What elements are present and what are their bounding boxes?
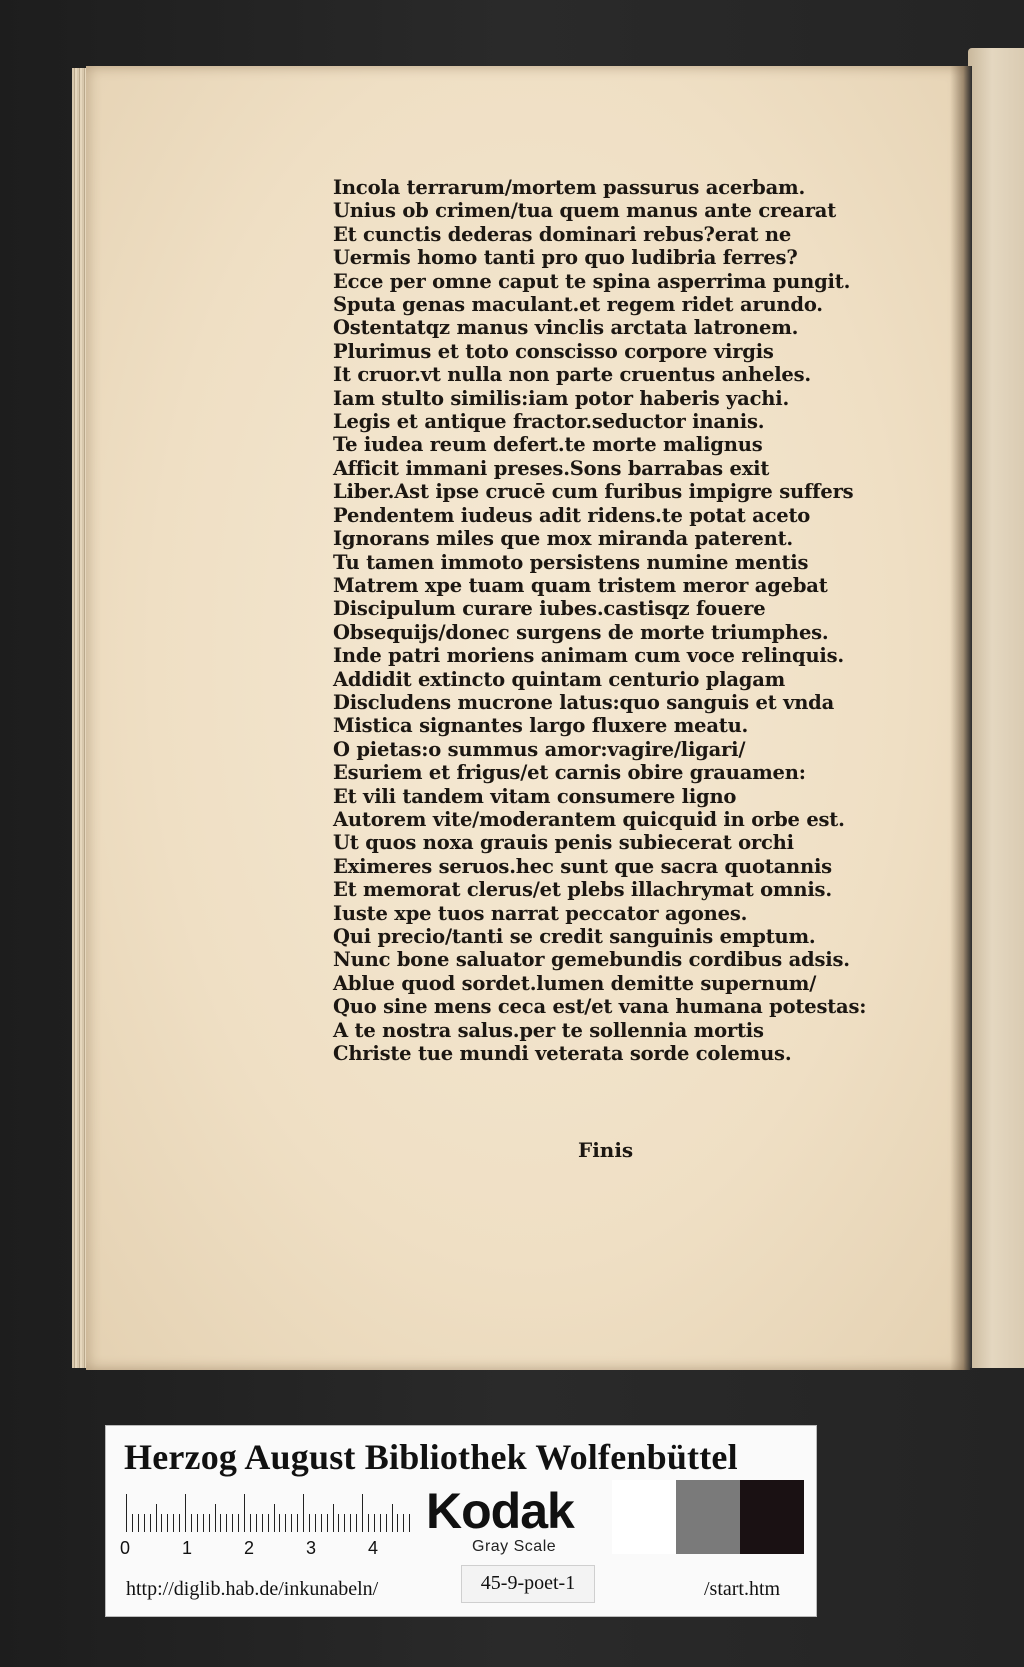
- verse-line: Mistica signantes largo fluxere meatu.: [333, 714, 749, 738]
- adjacent-page-edge: [968, 48, 1024, 1368]
- ruler-tick: [203, 1514, 204, 1532]
- ruler-tick: [244, 1494, 245, 1532]
- ruler-tick: [333, 1504, 334, 1532]
- ruler-tick: [374, 1514, 375, 1532]
- ruler-tick: [380, 1514, 381, 1532]
- ruler-number: 4: [368, 1538, 379, 1558]
- verse-line: Addidit extincto quintam centurio plagam: [333, 667, 786, 691]
- ruler-tick: [356, 1514, 357, 1532]
- verse-line: Et cunctis dederas dominari rebus?erat ne: [333, 222, 792, 246]
- ruler-tick: [279, 1514, 280, 1532]
- ruler-tick: [362, 1494, 363, 1532]
- verse-line: Unius ob crimen/tua quem manus ante crearat: [333, 199, 837, 223]
- verse-line: Uermis homo tanti pro quo ludibria ferres?: [333, 246, 798, 270]
- kodak-logo: Kodak: [426, 1483, 574, 1539]
- ruler-tick: [126, 1494, 127, 1532]
- ruler-tick: [268, 1514, 269, 1532]
- ruler-number: 2: [244, 1538, 255, 1558]
- ruler-tick: [156, 1504, 157, 1532]
- verse-line: Incola terrarum/mortem passurus acerbam.: [333, 176, 806, 199]
- verse-line: Et memorat clerus/et plebs illachrymat omnis.: [333, 878, 832, 902]
- ruler-tick: [150, 1514, 151, 1532]
- color-target-card: [106, 1426, 816, 1616]
- page-gutter: [950, 66, 972, 1370]
- ruler-tick: [297, 1514, 298, 1532]
- gray-patch: [676, 1480, 740, 1554]
- verse-line: Matrem xpe tuam quam tristem meror agebat: [333, 573, 828, 597]
- ruler-tick: [250, 1514, 251, 1532]
- ruler-tick: [392, 1504, 393, 1532]
- ruler-tick: [238, 1514, 239, 1532]
- ruler-tick: [309, 1514, 310, 1532]
- ruler-tick: [368, 1514, 369, 1532]
- ruler-tick: [144, 1514, 145, 1532]
- verse-line: Discludens mucrone latus:quo sanguis et vnda: [333, 690, 835, 714]
- ruler-tick: [397, 1514, 398, 1532]
- verse-line: Liber.Ast ipse crucē cum furibus impigre suffers: [333, 480, 854, 504]
- library-name: Herzog August Bibliothek Wolfenbüttel: [124, 1437, 738, 1477]
- white-patch: [612, 1480, 676, 1554]
- shelfmark: 45-9-poet-1: [480, 1572, 576, 1594]
- ruler-tick: [338, 1514, 339, 1532]
- verse-line: Inde patri moriens animam cum voce relinquis.: [333, 644, 844, 668]
- ruler-tick: [167, 1514, 168, 1532]
- verse-line: Obsequijs/donec surgens de morte triumphes.: [333, 620, 829, 644]
- ruler-tick: [321, 1514, 322, 1532]
- ruler-tick: [220, 1514, 221, 1532]
- ruler-tick: [138, 1514, 139, 1532]
- verse-line: Autorem vite/moderantem quicquid in orbe est.: [333, 807, 845, 831]
- verse-line: Iuste xpe tuos narrat peccator agones.: [333, 901, 748, 925]
- ruler-tick: [132, 1514, 133, 1532]
- verse-line: Sputa genas maculant.et regem ridet arundo.: [333, 293, 823, 317]
- verse-line: Plurimus et toto conscisso corpore virgis: [333, 339, 774, 363]
- verse-line: Te iudea reum defert.te morte malignus: [333, 433, 763, 457]
- ruler-tick: [291, 1514, 292, 1532]
- verse-line: Quo sine mens ceca est/et vana humana potestas:: [333, 995, 867, 1019]
- verse-line: Pendentem iudeus adit ridens.te potat aceto: [333, 503, 811, 527]
- measure-ruler: [126, 1492, 414, 1532]
- ruler-tick: [315, 1514, 316, 1532]
- finis-label: Finis: [578, 1138, 634, 1162]
- ruler-tick: [350, 1514, 351, 1532]
- ruler-number: 0: [120, 1538, 131, 1558]
- ruler-tick: [215, 1504, 216, 1532]
- ruler-tick: [226, 1514, 227, 1532]
- verse-line: Afficit immani preses.Sons barrabas exit: [333, 456, 770, 480]
- start-url: /start.htm: [704, 1578, 781, 1600]
- verse-line: Discipulum curare iubes.castisqz fouere: [333, 597, 766, 621]
- verse-line: Nunc bone saluator gemebundis cordibus adsis.: [333, 948, 850, 972]
- verse-line: Ignorans miles que mox miranda paterent.: [333, 527, 794, 551]
- ruler-tick: [403, 1514, 404, 1532]
- verse-line: Qui precio/tanti se credit sanguinis emptum.: [333, 925, 816, 948]
- ruler-number: 3: [306, 1538, 317, 1558]
- ruler-tick: [197, 1514, 198, 1532]
- ruler-tick: [179, 1514, 180, 1532]
- ruler-tick: [327, 1514, 328, 1532]
- ruler-tick: [232, 1514, 233, 1532]
- verse-line: Ecce per omne caput te spina asperrima pungit.: [333, 269, 851, 293]
- verse-line: Christe tue mundi veterata sorde colemus.: [333, 1042, 792, 1066]
- verse-line: Et vili tandem vitam consumere ligno: [333, 784, 737, 808]
- ruler-tick: [285, 1514, 286, 1532]
- ruler-number: 1: [182, 1538, 193, 1558]
- black-patch: [740, 1480, 804, 1554]
- ruler-tick: [256, 1514, 257, 1532]
- verse-text-block: [333, 176, 893, 1065]
- ruler-tick: [161, 1514, 162, 1532]
- library-url: http://diglib.hab.de/inkunabeln/: [126, 1578, 379, 1600]
- ruler-tick: [344, 1514, 345, 1532]
- verse-line: Ostentatqz manus vinclis arctata latronem.: [333, 316, 799, 340]
- verse-line: Ablue quod sordet.lumen demitte supernum/: [333, 971, 817, 995]
- grayscale-label: Gray Scale: [472, 1538, 557, 1555]
- verse-line: Iam stulto similis:iam potor haberis yachi.: [333, 386, 790, 410]
- ruler-tick: [173, 1514, 174, 1532]
- ruler-tick: [262, 1514, 263, 1532]
- ruler-tick: [386, 1514, 387, 1532]
- verse-line: Tu tamen immoto persistens numine mentis: [333, 550, 809, 574]
- ruler-tick: [191, 1514, 192, 1532]
- verse-line: Ut quos noxa grauis penis subiecerat orchi: [333, 831, 794, 855]
- ruler-tick: [409, 1514, 410, 1532]
- verse-line: Eximeres seruos.hec sunt que sacra quotannis: [333, 854, 832, 878]
- verse-line: Esuriem et frigus/et carnis obire grauamen:: [333, 761, 806, 785]
- ruler-tick: [209, 1514, 210, 1532]
- verse-line: Legis et antique fractor.seductor inanis.: [333, 410, 765, 434]
- ruler-tick: [303, 1494, 304, 1532]
- verse-line: O pietas:o summus amor:vagire/ligari/: [333, 737, 746, 761]
- ruler-tick: [274, 1504, 275, 1532]
- shelfmark-box: [462, 1566, 594, 1602]
- verse-line: It cruor.vt nulla non parte cruentus anheles.: [333, 363, 811, 387]
- verse-line: A te nostra salus.per te sollennia mortis: [333, 1018, 764, 1042]
- ruler-tick: [185, 1494, 186, 1532]
